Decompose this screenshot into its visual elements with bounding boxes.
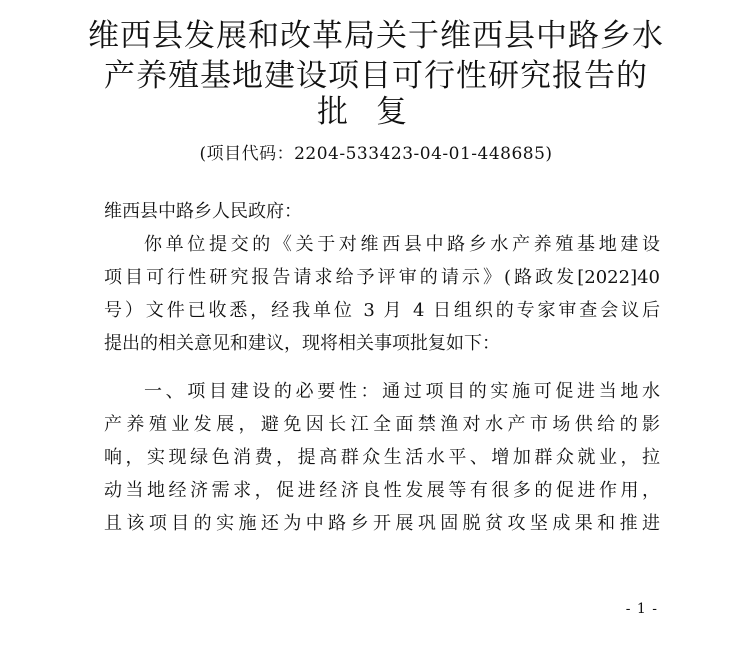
body-line: 产养殖业发展，避免因长江全面禁渔对水产市场供给的影 bbox=[104, 414, 660, 435]
body-line: 号）文件已收悉，经我单位 3 月 4 日组织的专家审查会议后 bbox=[104, 300, 660, 321]
document-title-line-2: 产养殖基地建设项目可行性研究报告的 bbox=[104, 58, 648, 94]
body-line: 提出的相关意见和建议，现将相关事项批复如下： bbox=[104, 333, 500, 354]
body-line: 响，实现绿色消费，提高群众生活水平、增加群众就业，拉 bbox=[104, 447, 660, 468]
body-line: 一、项目建设的必要性：通过项目的实施可促进当地水 bbox=[144, 381, 660, 402]
body-line: 且该项目的实施还为中路乡开展巩固脱贫攻坚成果和推进 bbox=[104, 513, 660, 534]
addressee: 维西县中路乡人民政府： bbox=[104, 201, 302, 222]
body-line: 项目可行性研究报告请求给予评审的请示》(路政发[2022]40 bbox=[104, 267, 660, 288]
project-code: (项目代码：2204-533423-04-01-448685) bbox=[199, 144, 553, 164]
body-line: 你单位提交的《关于对维西县中路乡水产养殖基地建设 bbox=[144, 234, 660, 255]
body-line: 动当地经济需求，促进经济良性发展等有很多的促进作用， bbox=[104, 480, 660, 501]
document-title-line-1: 维西县发展和改革局关于维西县中路乡水 bbox=[88, 18, 664, 54]
page-number: - 1 - bbox=[625, 601, 658, 617]
document-title-line-3: 批复 bbox=[317, 94, 435, 130]
